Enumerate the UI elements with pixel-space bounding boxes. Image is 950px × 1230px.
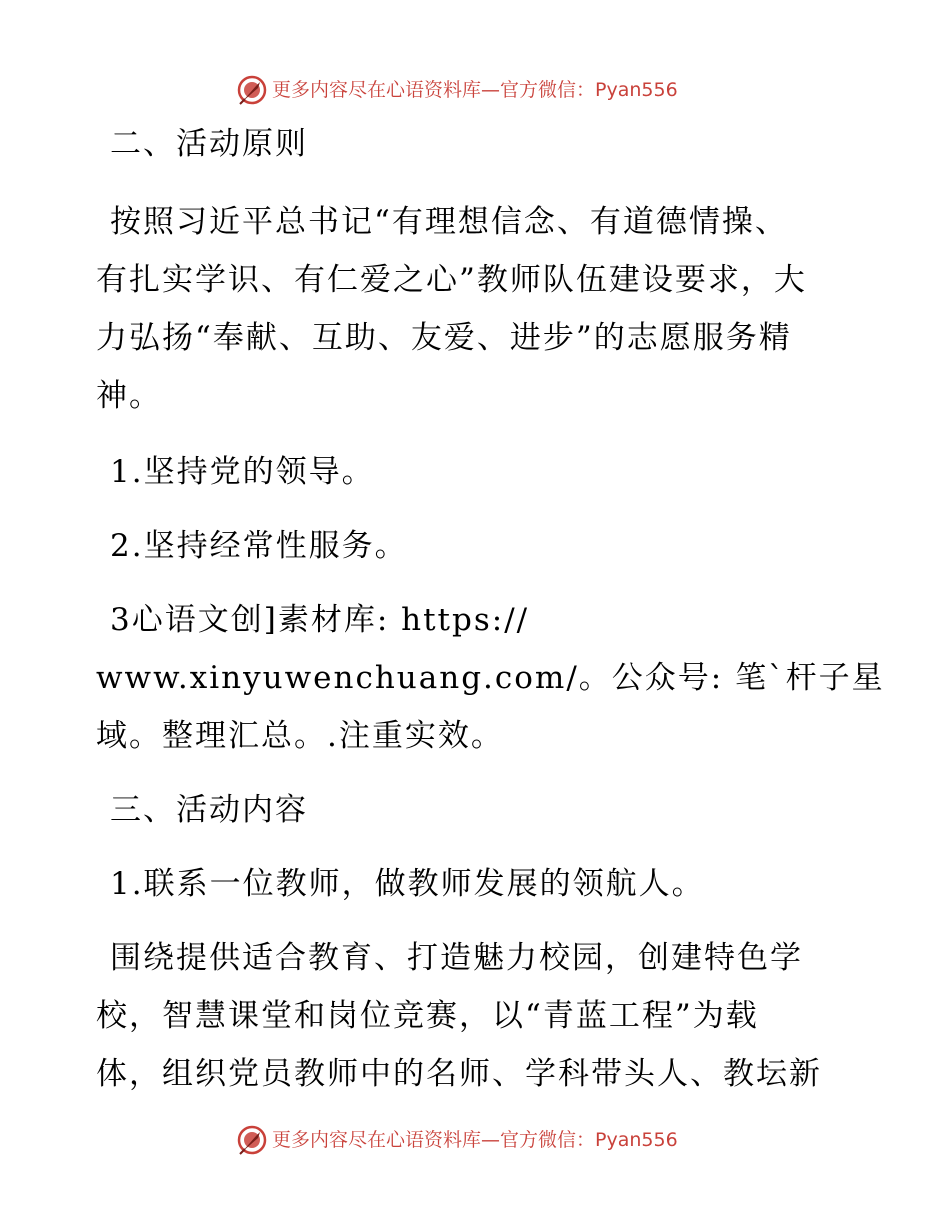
banner-caption: 更多内容尽在心语资料库—官方微信： xyxy=(272,79,596,101)
list-item: 1.坚持党的领导。 xyxy=(110,454,375,490)
section-heading: 三、活动内容 xyxy=(110,792,308,828)
paragraph-line: 神。 xyxy=(96,378,162,414)
paragraph-line: 有扎实学识、有仁爱之心”教师队伍建设要求，大 xyxy=(96,262,807,298)
list-item: 2.坚持经常性服务。 xyxy=(110,528,408,564)
quill-seal-icon xyxy=(236,74,268,106)
paragraph-line: 校，智慧课堂和岗位竞赛，以“青蓝工程”为载 xyxy=(96,998,759,1034)
header-banner xyxy=(0,70,950,110)
list-item: 3心语文创]素材库: https:// xyxy=(110,602,530,638)
wechat-id[interactable]: Pyan556 xyxy=(595,1129,678,1151)
paragraph-line: 域。整理汇总。.注重实效。 xyxy=(96,718,504,754)
banner-caption: 更多内容尽在心语资料库—官方微信： xyxy=(272,1129,596,1151)
list-item: 1.联系一位教师，做教师发展的领航人。 xyxy=(110,866,705,902)
footer-banner xyxy=(0,1120,950,1160)
paragraph-line: 力弘扬“奉献、互助、友爱、进步”的志愿服务精 xyxy=(96,320,792,356)
wechat-id[interactable]: Pyan556 xyxy=(595,79,678,101)
banner-text xyxy=(272,78,678,102)
section-heading: 二、活动原则 xyxy=(110,126,308,162)
paragraph-line: 体，组织党员教师中的名师、学科带头人、教坛新 xyxy=(96,1056,822,1092)
quill-seal-icon xyxy=(236,1124,268,1156)
banner-text xyxy=(272,1128,678,1152)
paragraph-line: 按照习近平总书记“有理想信念、有道德情操、 xyxy=(110,204,788,240)
paragraph-line: www.xinyuwenchuang.com/。公众号: 笔`杆子星 xyxy=(96,660,885,696)
paragraph-line: 围绕提供适合教育、打造魅力校园，创建特色学 xyxy=(110,940,803,976)
